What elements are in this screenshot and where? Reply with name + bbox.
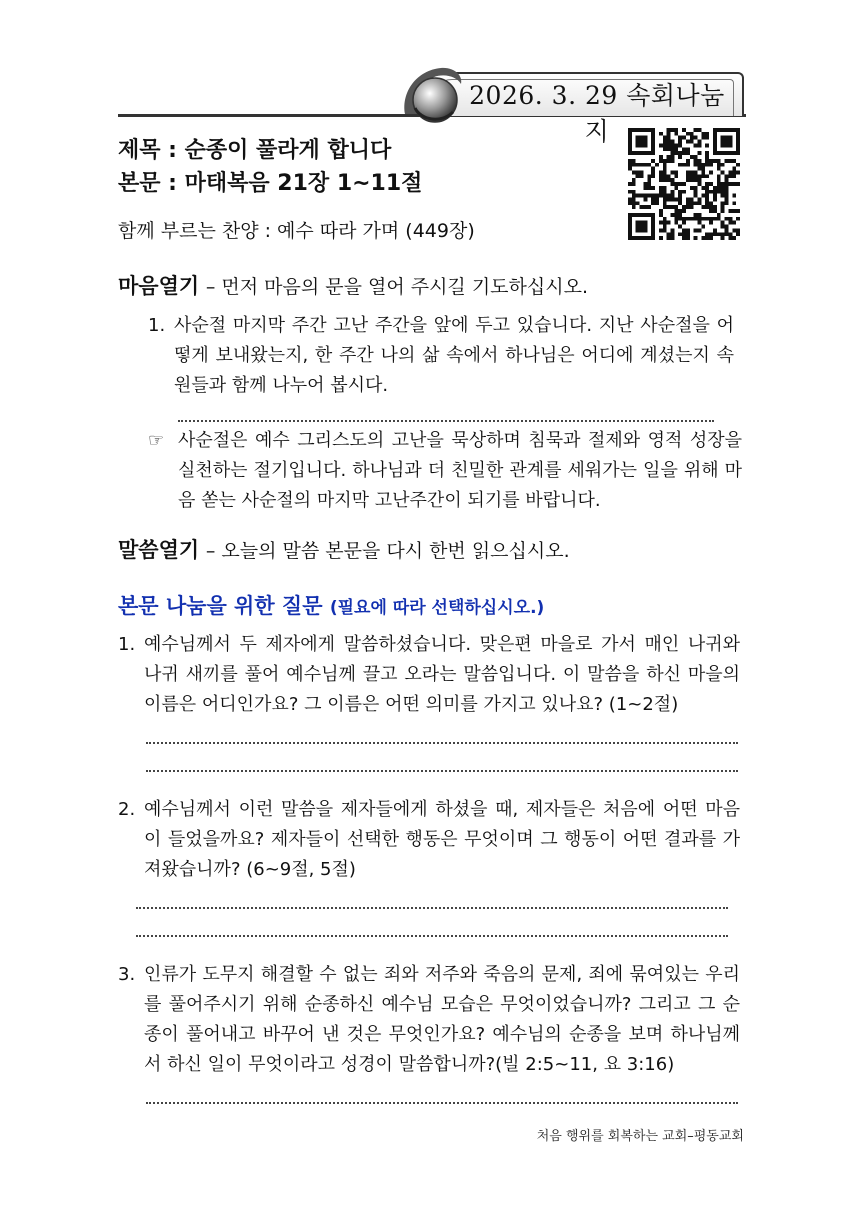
question-number: 2.: [118, 799, 136, 820]
open-heart-instruction: – 먼저 마음의 문을 열어 주시길 기도하십시오.: [205, 276, 588, 298]
answer-line: [136, 907, 728, 909]
questions-heading: [118, 590, 544, 624]
header-swirl-icon: [397, 62, 467, 130]
open-heart-note: [148, 426, 742, 516]
question-text: 예수님께서 이런 말씀을 제자들에게 하셨을 때, 제자들은 처음에 어떤 마음이 들었을까요? 제자들이 선택한 행동은 무엇이며 그 행동이 어떤 결과를 가져왔습니까? (6~9절, 5절): [144, 799, 740, 880]
pointing-hand-icon: ☞: [148, 430, 165, 451]
question-item: [118, 630, 740, 720]
open-heart-item: [148, 311, 734, 401]
question-number: 3.: [118, 964, 136, 985]
item-text: 사순절 마지막 주간 고난 주간을 앞에 두고 있습니다. 지난 사순절을 어떻게 보내왔는지, 한 주간 나의 삶 속에서 하나님은 어디에 계셨는지 속원들과 함께 나누어 봅시다.: [174, 315, 734, 396]
questions-label: 본문 나눔을 위한 질문: [118, 594, 323, 618]
question-item: [118, 795, 740, 885]
qr-code-icon: [628, 128, 740, 240]
open-heart-label: 마음열기: [118, 274, 200, 298]
open-word-instruction: – 오늘의 말씀 본문을 다시 한번 읽으십시오.: [205, 540, 570, 562]
open-word-heading: [118, 534, 570, 567]
answer-line: [146, 770, 738, 772]
open-heart-heading: [118, 270, 588, 303]
question-text: 예수님께서 두 제자에게 말씀하셨습니다. 맞은편 마을로 가서 매인 나귀와 나귀 새끼를 풀어 예수님께 끌고 오라는 말씀입니다. 이 말씀을 하신 마을의 이름은 어디인가요? 그 이름은 어떤 의미를 가지고 있나요? (1~2절): [144, 634, 740, 715]
question-item: [118, 960, 740, 1080]
sermon-text: 본문 : 마태복음 21장 1~11절: [118, 171, 423, 196]
answer-line: [178, 420, 714, 422]
questions-sub-label: (필요에 따라 선택하십시오.): [329, 598, 545, 618]
answer-line: [146, 742, 738, 744]
sermon-hymn: 함께 부르는 찬양 : 예수 따라 가며 (449장): [118, 220, 475, 242]
question-number: 1.: [118, 634, 136, 655]
answer-line: [146, 1102, 738, 1104]
sermon-subject: 제목 : 순종이 풀라게 합니다: [118, 138, 392, 163]
footer-church-motto: 처음 행위를 회복하는 교회–평동교회: [536, 1129, 744, 1144]
item-number: 1.: [148, 315, 166, 336]
page-title: 2026. 3. 29 속회나눔지: [469, 81, 725, 146]
open-word-label: 말씀열기: [118, 538, 200, 562]
note-text: 사순절은 예수 그리스도의 고난을 묵상하며 침묵과 절제와 영적 성장을 실천하는 절기입니다. 하나님과 더 친밀한 관계를 세워가는 일을 위해 마음 쏟는 사순절의 마지막 고난주간이 되기를 바랍니다.: [178, 430, 742, 511]
question-text: 인류가 도무지 해결할 수 없는 죄와 저주와 죽음의 문제, 죄에 묶여있는 우리를 풀어주시기 위해 순종하신 예수님 모습은 무엇이었습니까? 그리고 그 순종이 풀어내고 바꾸어 낸 것은 무엇인가요? 예수님의 순종을 보며 하나님께서 하신 일이 무엇이라고 성경이 말씀합니까?(빌 2:5~11, 요 3:16): [144, 964, 740, 1075]
answer-line: [136, 935, 728, 937]
